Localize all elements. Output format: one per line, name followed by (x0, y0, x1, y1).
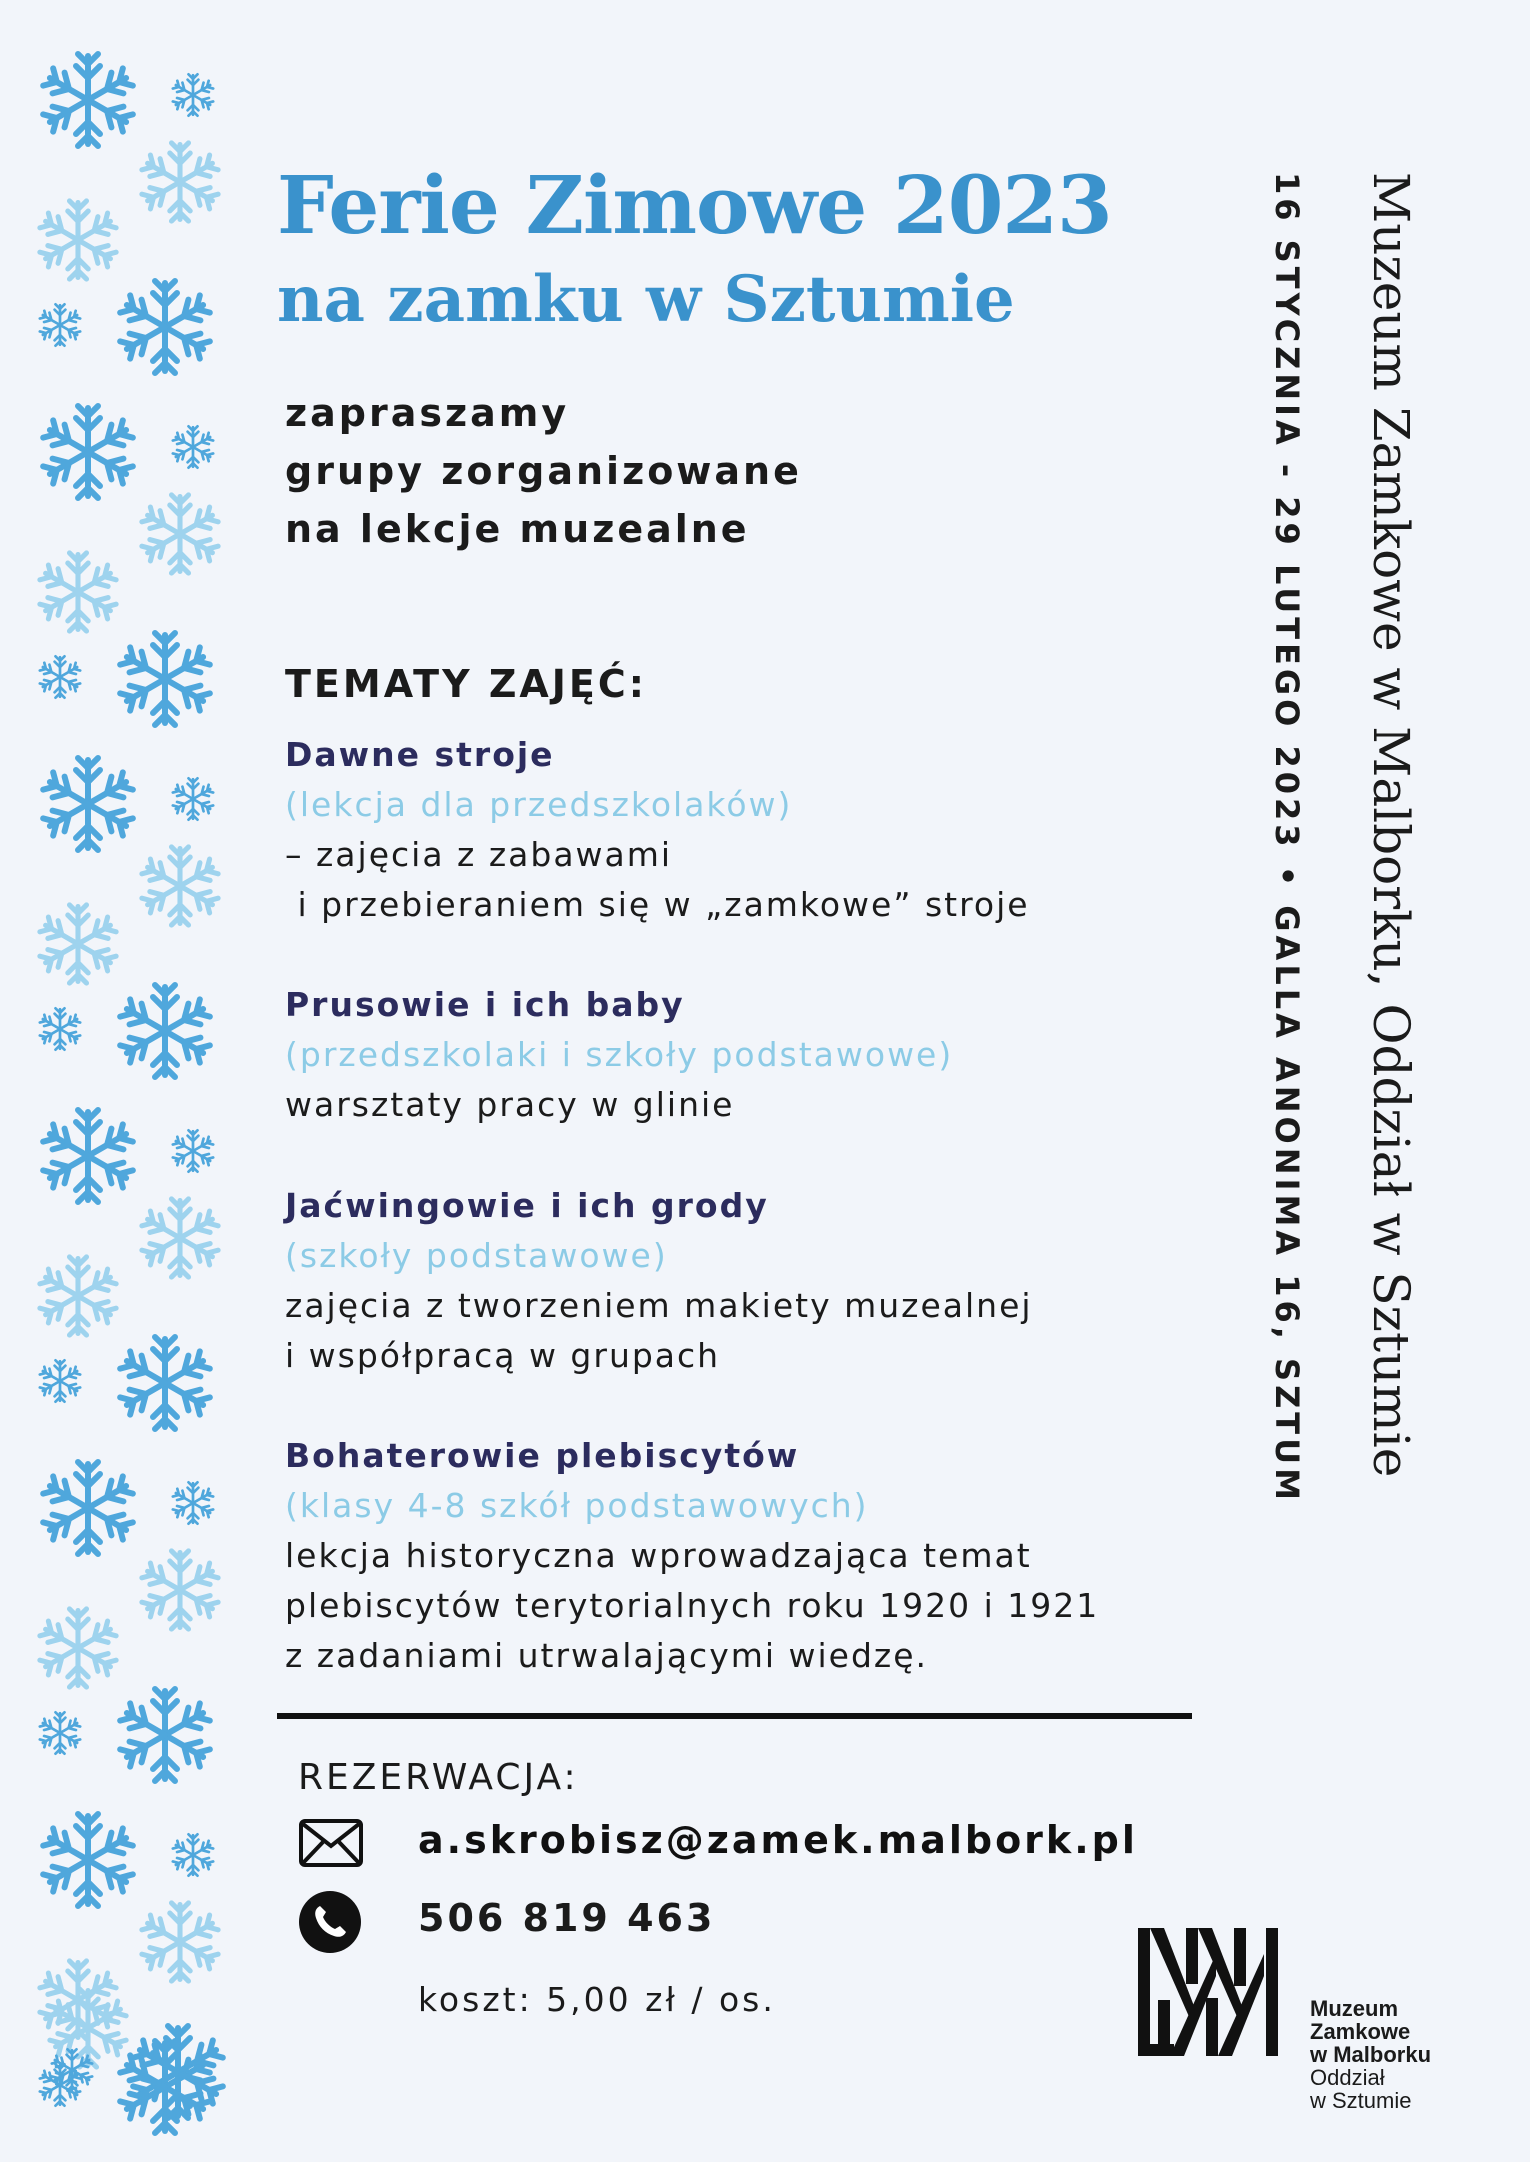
logo-text (1310, 1997, 1431, 2112)
snowflake-icon (166, 772, 220, 826)
divider (277, 1713, 1192, 1719)
topic-title: Prusowie i ich baby (285, 985, 685, 1024)
topic-desc: warsztaty pracy w glinie (285, 1085, 735, 1124)
snowflake-icon (166, 420, 220, 474)
phone-icon (298, 1890, 362, 1954)
snowflake-icon (129, 1187, 231, 1289)
topic-audience: (klasy 4-8 szkół podstawowych) (285, 1486, 869, 1525)
snowflake-icon (105, 1323, 225, 1443)
snowflake-icon (129, 131, 231, 233)
topic-desc: lekcja historyczna wprowadzająca temat (285, 1536, 1032, 1575)
topic-desc: plebiscytów terytorialnych roku 1920 i 1921 (285, 1586, 1100, 1625)
museum-logo (1138, 1928, 1298, 2068)
invite-line: na lekcje muzealne (285, 507, 750, 551)
snowflake-icon (166, 1828, 220, 1882)
snowflake-icon (129, 835, 231, 937)
snowflake-icon (105, 619, 225, 739)
envelope-icon (298, 1818, 364, 1868)
logo-line: w Sztumie (1310, 2088, 1412, 2113)
title-line-1: Ferie Zimowe 2023 (277, 158, 1112, 252)
snowflake-icon (33, 1002, 87, 1056)
museum-name-vertical: Muzeum Zamkowe w Malborku, Oddział w Sztumie (1362, 172, 1420, 1478)
invite-line: zapraszamy (285, 391, 570, 435)
snowflake-icon (105, 971, 225, 1091)
snowflake-icon (129, 1539, 231, 1641)
topic-desc: – zajęcia z zabawami (285, 835, 673, 874)
snowflake-icon (129, 1891, 231, 1993)
snowflake-icon (105, 267, 225, 387)
snowflake-icon (33, 650, 87, 704)
phone-number[interactable]: 506 819 463 (418, 1896, 716, 1940)
topic-title: Bohaterowie plebiscytów (285, 1436, 800, 1475)
topics-heading: TEMATY ZAJĘĆ: (285, 662, 647, 706)
snowflake-icon (166, 1124, 220, 1178)
topic-desc: zajęcia z tworzeniem makiety muzealnej (285, 1286, 1033, 1325)
topic-desc: i współpracą w grupach (285, 1336, 721, 1375)
invite-text (285, 384, 802, 558)
logo-line: Muzeum (1310, 1996, 1398, 2021)
invite-line: grupy zorganizowane (285, 449, 802, 493)
snowflake-icon (105, 1675, 225, 1795)
topic-title: Jaćwingowie i ich grody (285, 1186, 769, 1225)
reservation-label: REZERWACJA: (298, 1757, 579, 1798)
email-link[interactable]: a.skrobisz@zamek.malbork.pl (418, 1818, 1138, 1862)
topic-desc: z zadaniami utrwalającymi wiedzę. (285, 1636, 929, 1675)
snowflake-icon (166, 68, 220, 122)
topic-dawne-stroje (285, 730, 1030, 930)
logo-line: Zamkowe (1310, 2019, 1411, 2044)
topic-title: Dawne stroje (285, 735, 555, 774)
snowflake-icon (33, 1706, 87, 1760)
cost-text: koszt: 5,00 zł / os. (418, 1980, 776, 2019)
snowflake-icon (118, 2012, 238, 2132)
topic-desc: i przebieraniem się w „zamkowe” stroje (285, 885, 1030, 924)
snowflake-icon (45, 2043, 99, 2097)
snowflake-icon (33, 1354, 87, 1408)
topic-bohaterowie (285, 1431, 1099, 1681)
topic-audience: (lekcja dla przedszkolaków) (285, 785, 793, 824)
snowflake-icon (129, 483, 231, 585)
title-line-2: na zamku w Sztumie (277, 262, 1015, 337)
snowflake-icon (166, 1476, 220, 1530)
topic-jacwingowie (285, 1181, 1033, 1381)
topic-audience: (szkoły podstawowe) (285, 1236, 668, 1275)
logo-line: Oddział (1310, 2065, 1385, 2090)
topic-audience: (przedszkolaki i szkoły podstawowe) (285, 1035, 954, 1074)
logo-line: w Malborku (1310, 2042, 1432, 2067)
snowflake-icon (33, 298, 87, 352)
date-address-vertical: 16 STYCZNIA - 29 LUTEGO 2023 • GALLA ANONIMA 16, SZTUM (1268, 172, 1306, 1504)
topic-prusowie (285, 980, 953, 1130)
